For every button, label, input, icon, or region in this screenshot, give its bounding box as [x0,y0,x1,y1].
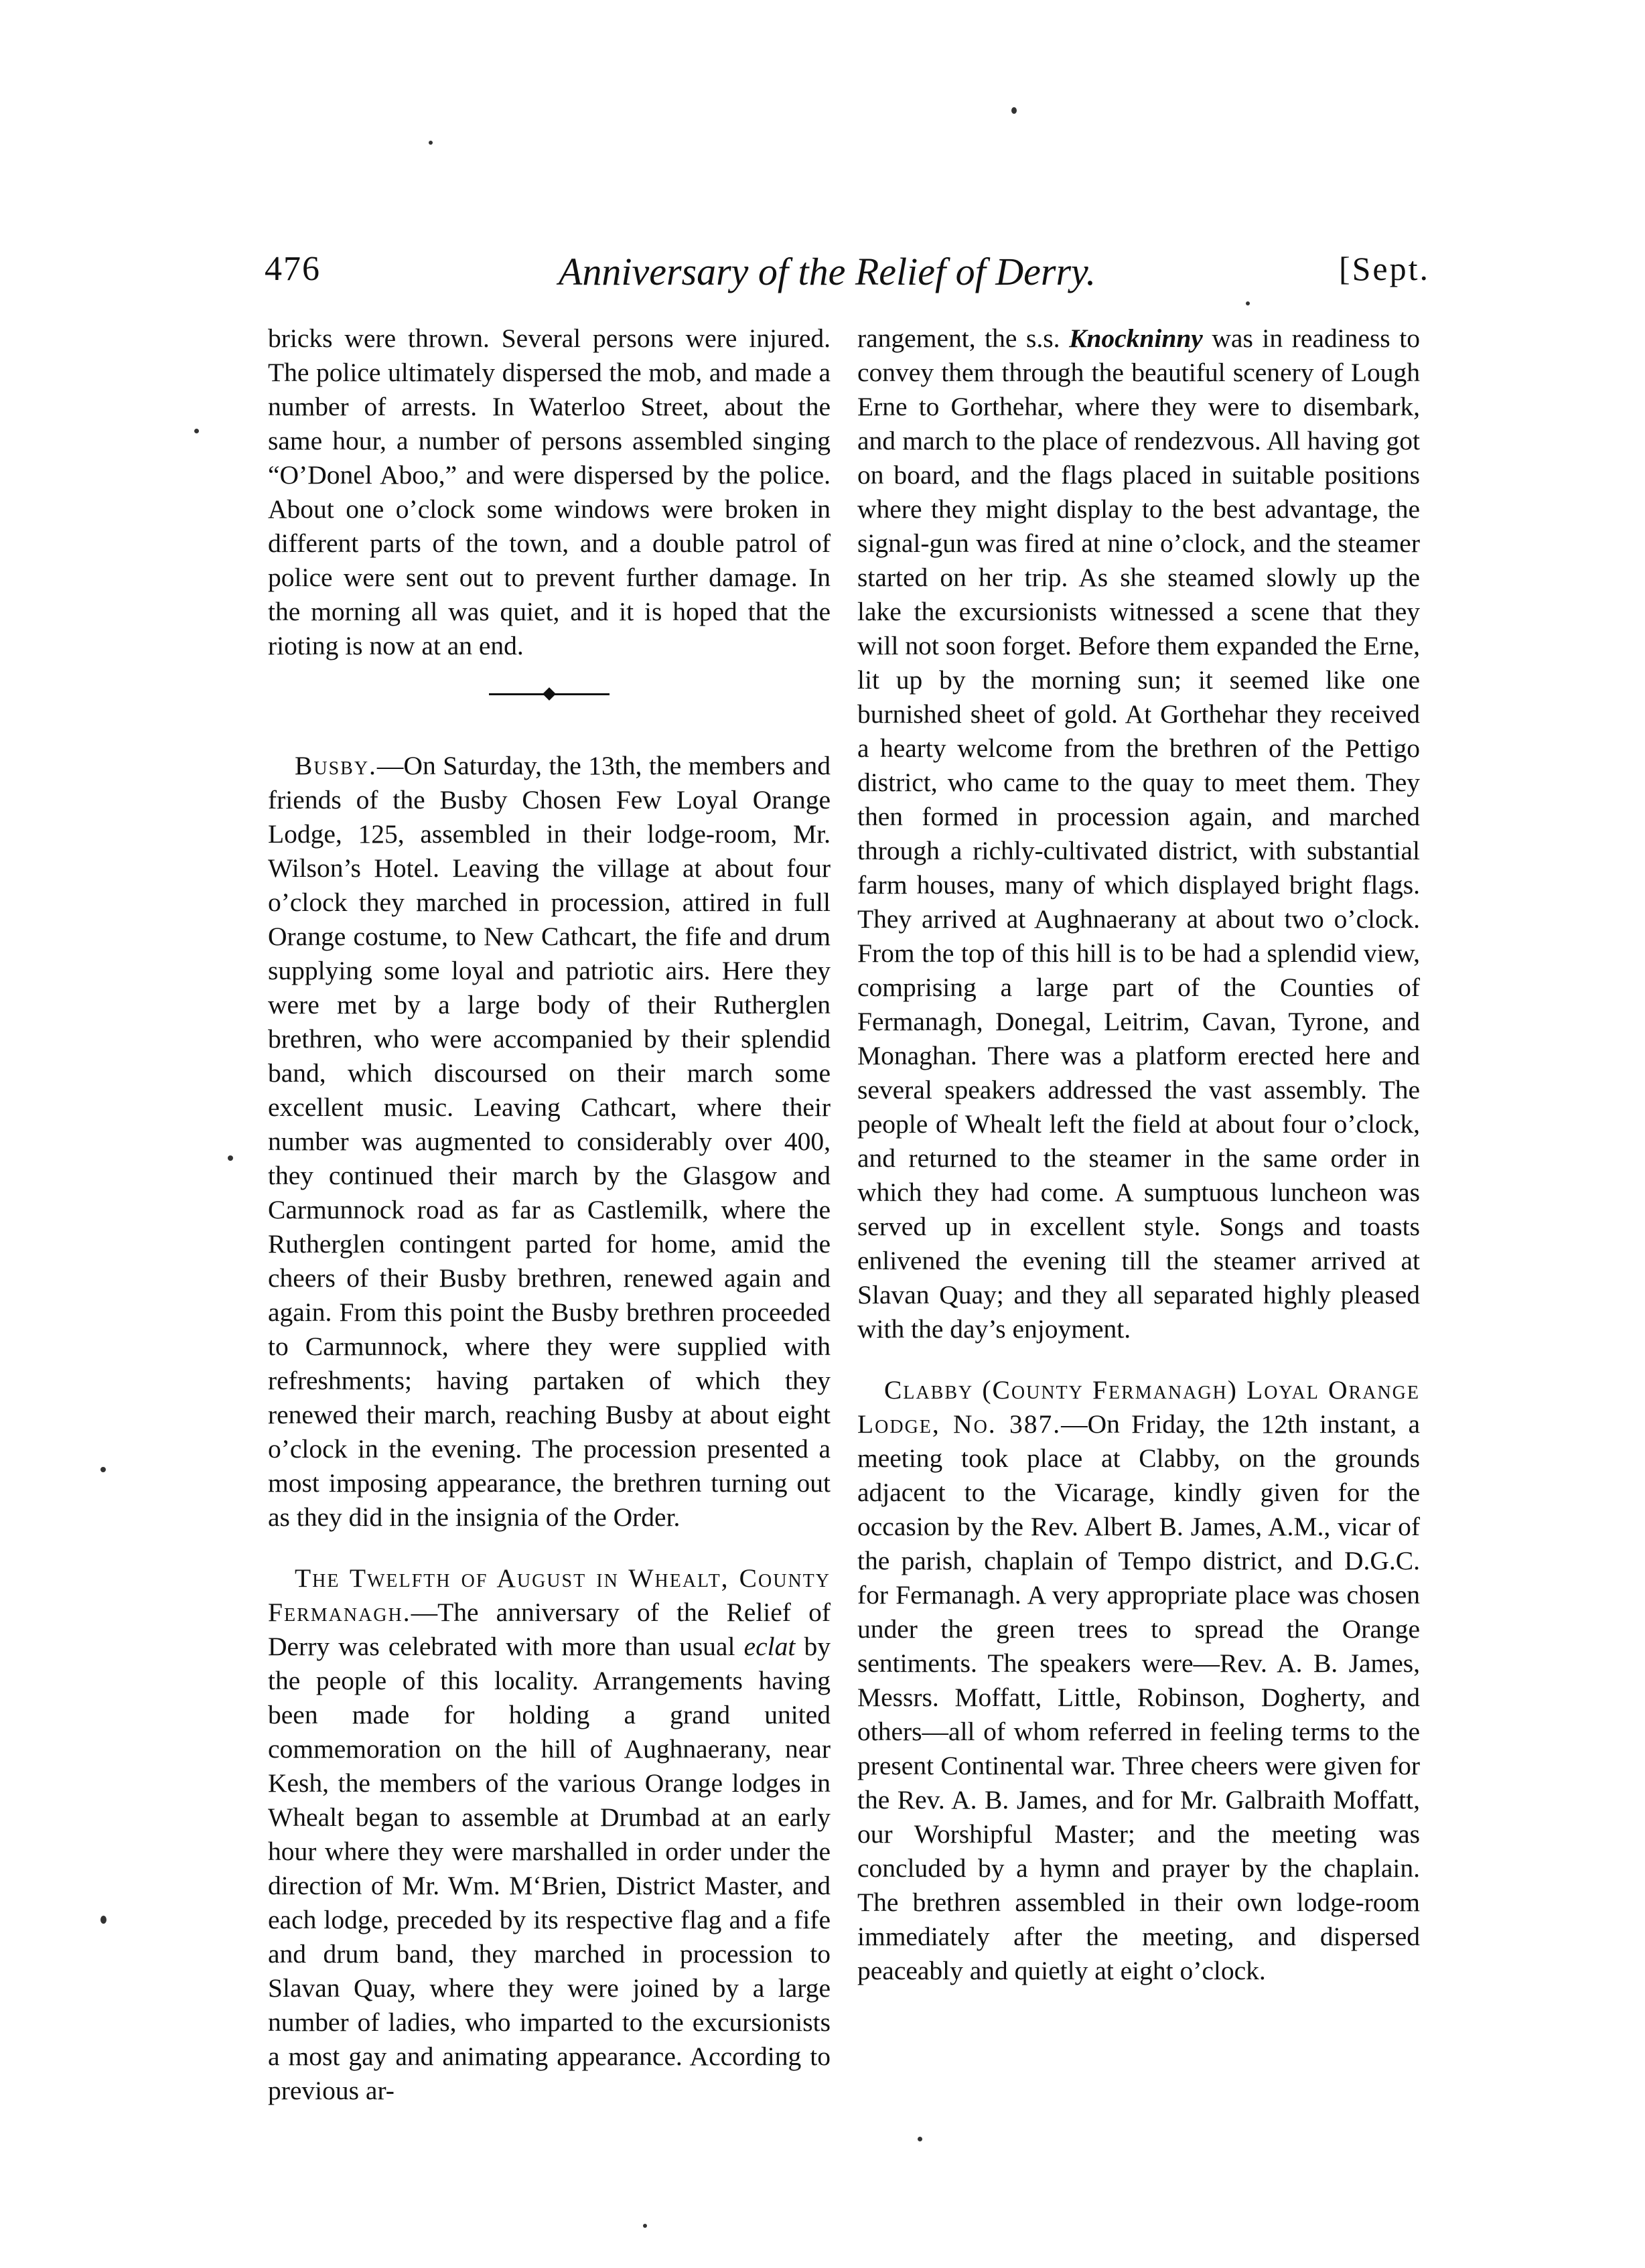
twelfth-heading: The Twelfth of August in Whealt, County Fermanagh. [268,1563,831,1627]
running-header [265,249,1430,296]
twelfth-paragraph [268,1561,831,2108]
running-month: [Sept. [1338,250,1430,287]
scan-speck [194,429,199,433]
section-divider [489,686,610,702]
scan-speck [1011,107,1017,114]
scan-speck [429,141,433,145]
twelfth-body-end: by the people of this locality. Arrangements having been made for holding a grand united commemoration on the hill of Aughnaerany, near Kesh, the members of the various Orange lodges in Whealt began to assemble at Drumbad at an early hour where they were marshalled in order under the direction of Mr. Wm. M‘Brien, District Master, and each lodge, preceded by its respective flag and a fife and drum band, they marched in procession to Slavan Quay, where they were joined by a large number of ladies, who imparted to the excursionists a most gay and animating appearance. According to previous ar- [268,1632,831,2105]
right-column [857,322,1420,1988]
running-title: Anniversary of the Relief of Derry. [558,250,1096,293]
busby-paragraph [268,749,831,1535]
twelfth-eclat: eclat [743,1632,796,1661]
page-number: 476 [265,250,321,288]
scan-speck [228,1155,233,1161]
clabby-paragraph [857,1373,1420,1988]
divider-diamond-icon [543,687,556,701]
left-column [268,322,831,2108]
paragraph-gap [268,1535,831,1561]
twelfth-body-start: —The anniversary of the Relief of Derry was celebrated with more than usual [268,1598,831,1661]
paragraph-gap [857,1346,1420,1373]
riot-report-paragraph: bricks were thrown. Several persons were injured. The police ultimately dispersed the mob, and made a number of arrests. In Waterloo Street, about the same hour, a number of persons assembled singing “O’Donel Aboo,” and were dispersed by the police. About one o’clock some windows were broken in different parts of the town, and a double patrol of police were sent out to prevent further damage. In the morning all was quiet, and it is hoped that the rioting is now at an end. [268,324,831,660]
scan-speck [918,2137,922,2141]
clabby-body: —On Friday, the 12th instant, a meeting took place at Clabby, on the grounds adjacent to the Vicarage, kindly given for the occasion by the Rev. Albert B. James, A.M., vicar of the parish, chaplain of Tempo district, and D.G.C. for Fermanagh. A very appropriate place was chosen under the green trees to spread the Orange sentiments. The speakers were—Rev. A. B. James, Messrs. Moffatt, Little, Robinson, Dogherty, and others—all of whom referred in feeling terms to the present Continental war. Three cheers were given for the Rev. A. B. James, and for Mr. Galbraith Moffatt, our Worshipful Master; and the meeting was concluded by a hymn and prayer by the chaplain. The brethren assembled in their own lodge-room immediately after the meeting, and dispersed peaceably and quietly at eight o’clock. [857,1409,1420,1985]
scan-speck [100,1916,106,1924]
clabby-heading: Clabby (County Fermanagh) Loyal Orange Lodge, No. 387. [857,1375,1420,1439]
busby-heading: Busby. [295,751,377,780]
scan-speck [1246,301,1250,305]
excursion-start: rangement, the s.s. [857,324,1070,353]
ship-name: Knockninny [1069,324,1203,353]
excursion-paragraph [857,322,1420,1346]
scan-speck [643,2224,647,2228]
busby-body: —On Saturday, the 13th, the members and friends of the Busby Chosen Few Loyal Orange Lodge, 125, assembled in their lodge-room, Mr. Wilson’s Hotel. Leaving the village at about four o’clock they marched in procession, attired in full Orange costume, to New Cathcart, the fife and drum supplying some loyal and patriotic airs. Here they were met by a large body of their Rutherglen brethren, who were accompanied by their splendid band, which discoursed on their march some excellent music. Leaving Cathcart, where their number was augmented to considerably over 400, they continued their march by the Glasgow and Carmunnock road as far as Castlemilk, where the Rutherglen contingent parted for home, amid the cheers of their Busby brethren, renewed again and again. From this point the Busby brethren proceeded to Carmunnock, where they were supplied with refreshments; having partaken of which they renewed their march, reaching Busby at about eight o’clock in the evening. The procession presented a most imposing appearance, the brethren turning out as they did in the insignia of the Order. [268,751,831,1532]
scan-speck [100,1467,106,1472]
excursion-body: was in readiness to convey them through the beautiful scenery of Lough Erne to Gorthehar, where they were to disembark, and march to the place of rendezvous. All having got on board, and the flags placed in suitable positions where they might display to the best advantage, the signal-gun was fired at nine o’clock, and the steamer started on her trip. As she steamed slowly up the lake the excursionists witnessed a scene that they will not soon forget. Before them expanded the Erne, lit up by the morning sun; it seemed like one burnished sheet of gold. At Gorthehar they received a hearty welcome from the brethren of the Pettigo district, who came to the quay to meet them. They then formed in procession again, and marched through a richly-cultivated district, with substantial farm houses, many of which displayed bright flags. They arrived at Aughnaerany at about two o’clock. From the top of this hill is to be had a splendid view, comprising a large part of the Counties of Fermanagh, Donegal, Leitrim, Cavan, Tyrone, and Monaghan. There was a platform erected here and several speakers addressed the vast assembly. The people of Whealt left the field at about four o’clock, and returned to the steamer in the same order in which they had come. A sumptuous luncheon was served up in excellent style. Songs and toasts enlivened the evening till the steamer arrived at Slavan Quay; and they all separated highly pleased with the day’s enjoyment. [857,324,1420,1344]
